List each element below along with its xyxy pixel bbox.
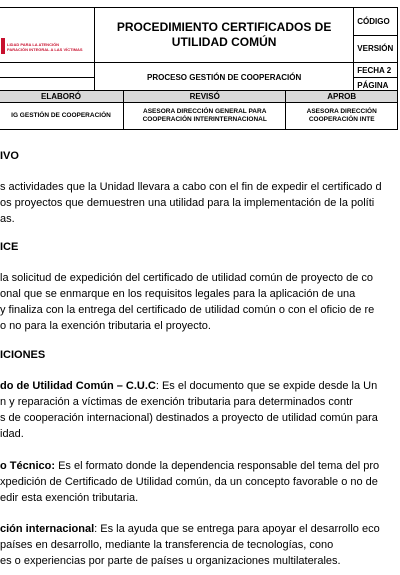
meta-page-label: PÁGINA xyxy=(354,78,398,93)
alcance-line-2: onal que se enmarque en los requisitos legales para la aplicación de una xyxy=(0,288,356,300)
reviso-header: REVISÓ xyxy=(123,91,285,103)
definition-tecnico-line-2: xpedición de Certificado de Utilidad común, da un concepto favorable o no de xyxy=(0,476,378,488)
objetivo-line-2: os proyectos que demuestren una utilidad para la implementación de la políti xyxy=(0,197,375,209)
definition-cuc-line-4: idad. xyxy=(0,428,24,440)
definition-cooperacion-first-line xyxy=(0,521,380,537)
definition-cooperacion-line-2: países en desarrollo, mediante la transferencia de tecnologías, cono xyxy=(0,539,334,551)
definition-cuc-term: do de Utilidad Común – C.U.C xyxy=(0,380,156,392)
definition-tecnico-term: o Técnico: xyxy=(0,460,56,472)
definition-cooperacion-line-3: es o experiencias por parte de países u organizaciones multilaterales. xyxy=(0,555,341,567)
section-title-alcance: ICE xyxy=(0,241,19,253)
signature-table xyxy=(0,90,398,130)
logo-text-line1: LIDAD PARA LA ATENCIÓN xyxy=(7,42,60,47)
objetivo-line-1: s actividades que la Unidad llevara a cabo con el fin de expedir el certificado d xyxy=(0,181,382,193)
alcance-line-4: o no para la exención tributaria el proyecto. xyxy=(0,320,211,332)
section-title-objetivo: IVO xyxy=(0,150,19,162)
document-subtitle: PROCESO GESTIÓN DE COOPERACIÓN xyxy=(95,63,354,93)
definition-cooperacion-text: : Es la ayuda que se entrega para apoyar el desarrollo eco xyxy=(94,523,380,535)
unidad-victimas-logo xyxy=(0,8,94,62)
logo-cell-lower xyxy=(0,63,95,78)
elaboro-value: IG GESTIÓN DE COOPERACIÓN xyxy=(0,103,123,130)
logo-red-bar xyxy=(1,38,5,54)
logo-cell xyxy=(0,8,95,63)
aprobo-value: ASESORA DIRECCIÓN COOPERACIÓN INTE xyxy=(286,103,398,130)
elaboro-header: ELABORÓ xyxy=(0,91,123,103)
objetivo-line-3: as. xyxy=(0,213,15,225)
alcance-line-3: y finaliza con la entrega del certificado de utilidad común o con el oficio de re xyxy=(0,304,375,316)
section-title-definiciones: ICIONES xyxy=(0,349,46,361)
definition-cuc-line-3: s de cooperación internacional) destinados a proyecto de utilidad común para xyxy=(0,412,378,424)
logo-text-line2: PARACIÓN INTEGRAL A LAS VÍCTIMAS xyxy=(7,47,83,52)
meta-date-label: FECHA 2 xyxy=(354,63,398,78)
definition-cuc-line-2: n y reparación a víctimas de exención tributaria para determinados contr xyxy=(0,396,353,408)
definition-cooperacion-term: ción internacional xyxy=(0,523,95,535)
document-title: PROCEDIMIENTO CERTIFICADOS DE UTILIDAD COMÚN xyxy=(95,8,354,63)
meta-version-label: VERSIÓN xyxy=(354,35,398,63)
alcance-line-1: la solicitud de expedición del certificado de utilidad común de proyecto de co xyxy=(0,272,374,284)
aprobo-header: APROB xyxy=(286,91,398,103)
definition-tecnico-line-3: edir esta exención tributaria. xyxy=(0,492,139,504)
definition-tecnico-first-line xyxy=(0,458,379,474)
definition-tecnico-text: Es el formato donde la dependencia responsable del tema del pro xyxy=(55,460,380,472)
reviso-value: ASESORA DIRECCIÓN GENERAL PARA COOPERACIÓN INTERINTERNACIONAL xyxy=(123,103,285,130)
meta-code-label: CÓDIGO xyxy=(354,8,398,36)
definition-cuc-text: : Es el documento que se expide desde la Un xyxy=(155,380,378,392)
document-header xyxy=(0,0,400,132)
definition-cuc-first-line xyxy=(0,378,377,394)
header-table xyxy=(0,7,398,93)
